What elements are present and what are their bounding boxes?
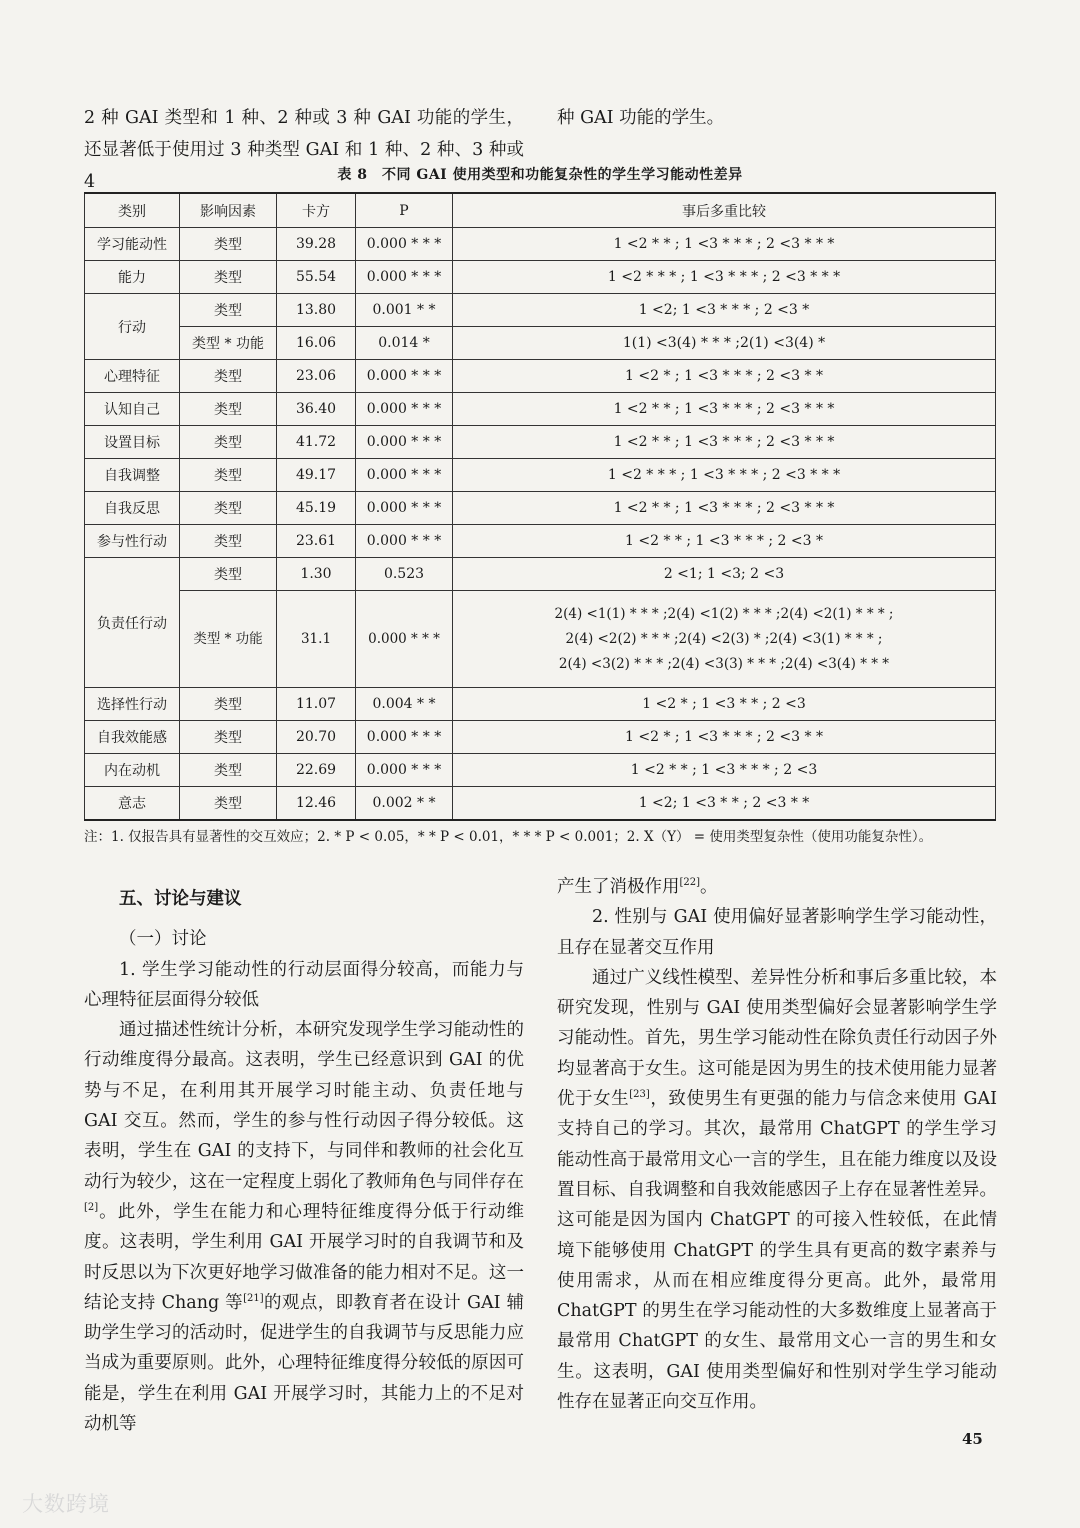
cell-factor: 类型: [180, 228, 277, 261]
cell-posthoc: 1 <2 * * * ; 1 <3 * * * ; 2 <3 * * *: [453, 261, 996, 294]
header-posthoc: 事后多重比较: [453, 193, 996, 228]
posthoc-line: 2(4) <1(1) * * * ;2(4) <1(2) * * * ;2(4) <2(1) * * * ;: [554, 605, 894, 622]
cell-factor: 类型: [180, 360, 277, 393]
cell-category: 参与性行动: [85, 525, 180, 558]
table-row: [85, 294, 996, 327]
cell-posthoc: 1 <2 * ; 1 <3 * * ; 2 <3: [453, 688, 996, 721]
cell-factor: 类型: [180, 688, 277, 721]
cell-p: 0.000 * * *: [356, 228, 453, 261]
cell-factor: 类型: [180, 426, 277, 459]
header-category: 类别: [85, 193, 180, 228]
cell-posthoc: 1 <2 * * ; 1 <3 * * * ; 2 <3 *: [453, 525, 996, 558]
cell-factor: 类型: [180, 294, 277, 327]
cell-chi: 16.06: [277, 327, 356, 360]
table-row: [85, 459, 996, 492]
table-row: [85, 360, 996, 393]
cell-chi: 13.80: [277, 294, 356, 327]
intro-text-right: 种 GAI 功能的学生。: [557, 108, 725, 128]
cell-factor: 类型: [180, 721, 277, 754]
table-row: [85, 393, 996, 426]
cell-factor: 类型: [180, 525, 277, 558]
para1-part-b: 。此外，学生在能力和心理特征维度得分低于行动维度。这表明，学生利用 GAI 开展学习时的自我调节和及时反思以为下次更好地学习做准备的能力相对不足。这一结论支持 Chang 等: [84, 1201, 524, 1313]
cell-posthoc: 1 <2 * * ; 1 <3 * * * ; 2 <3 * * *: [453, 426, 996, 459]
cell-category: 心理特征: [85, 360, 180, 393]
cell-p: 0.002 * *: [356, 787, 453, 821]
cell-posthoc: 1(1) <3(4) * * * ;2(1) <3(4) *: [453, 327, 996, 360]
section-heading: 五、讨论与建议: [119, 889, 242, 909]
cell-factor: 类型: [180, 459, 277, 492]
cell-chi: 23.61: [277, 525, 356, 558]
header-p: P: [356, 193, 453, 228]
cell-p: 0.000 * * *: [356, 459, 453, 492]
table-row: [85, 426, 996, 459]
header-factor: 影响因素: [180, 193, 277, 228]
intro-text-left: 2 种 GAI 类型和 1 种、2 种或 3 种 GAI 功能的学生，还显著低于使用过 3 种类型 GAI 和 1 种、2 种、3 种或 4: [84, 108, 524, 192]
cell-posthoc: 1 <2 * * ; 1 <3 * * * ; 2 <3: [453, 754, 996, 787]
cell-p: 0.001 * *: [356, 294, 453, 327]
cell-category: 自我效能感: [85, 721, 180, 754]
table-note: 注：1. 仅报告具有显著性的交互效应；2. * P < 0.05，* * P < 0.01，* * * P < 0.001；2. X（Y） = 使用类型复杂性（使用功能复杂性）。: [84, 829, 933, 845]
cell-p: 0.004 * *: [356, 688, 453, 721]
cell-category: 自我调整: [85, 459, 180, 492]
para2-part-b: ，致使男生有更强的能力与信念来使用 GAI 支持自己的学习。其次，最常用 ChatGPT 的学生学习能动性高于最常用文心一言的学生，且在能力维度以及设置目标、自我调整和自我效能感因子上存在显著性差异。这可能是因为国内 ChatGPT 的可接入性较低，在此情境下能够使用 ChatGPT 的学生具有更高的数字素养与使用需求，从而在相应维度得分更高。此外，最常用 ChatGPT 的男生在学习能动性的大多数维度上显著高于最常用 ChatGPT 的女生、最常用文心一言的男生和女生。这表明，GAI 使用类型偏好和性别对学生学习能动性存在显著正向交互作用。: [557, 1089, 998, 1413]
table-row: [85, 492, 996, 525]
cell-p: 0.000 * * *: [356, 591, 453, 688]
cell-category: 能力: [85, 261, 180, 294]
cell-factor: 类型: [180, 558, 277, 591]
posthoc-line: 2(4) <2(2) * * * ;2(4) <2(3) * ;2(4) <3(1) * * * ;: [565, 630, 883, 647]
cell-category: 内在动机: [85, 754, 180, 787]
right-column: [557, 872, 997, 1417]
cell-chi: 23.06: [277, 360, 356, 393]
cell-chi: 11.07: [277, 688, 356, 721]
header-chi-square: 卡方: [277, 193, 356, 228]
cell-posthoc: 1 <2; 1 <3 * * ; 2 <3 * *: [453, 787, 996, 821]
table-header-row: [85, 193, 996, 228]
cell-factor: 类型 * 功能: [180, 591, 277, 688]
cell-p: 0.000 * * *: [356, 426, 453, 459]
citation-23: [23]: [629, 1089, 650, 1101]
cell-p: 0.000 * * *: [356, 721, 453, 754]
cell-category: 学习能动性: [85, 228, 180, 261]
cell-chi: 12.46: [277, 787, 356, 821]
cell-factor: 类型: [180, 492, 277, 525]
cell-chi: 36.40: [277, 393, 356, 426]
cell-category: 认知自己: [85, 393, 180, 426]
cell-posthoc: 1 <2 * * ; 1 <3 * * * ; 2 <3 * * *: [453, 393, 996, 426]
cell-posthoc: 1 <2; 1 <3 * * * ; 2 <3 *: [453, 294, 996, 327]
cell-factor: 类型: [180, 261, 277, 294]
cell-chi: 1.30: [277, 558, 356, 591]
citation-2: [2]: [84, 1202, 99, 1214]
cell-factor: 类型: [180, 393, 277, 426]
table-row: [85, 721, 996, 754]
para2-part-a: 通过广义线性模型、差异性分析和事后多重比较，本研究发现，性别与 GAI 使用类型偏好会显著影响学生学习能动性。首先，男生学习能动性在除负责任行动因子外均显著高于女生。这可能是因为男生的技术使用能力显著优于女生: [557, 967, 997, 1110]
cell-category: 设置目标: [85, 426, 180, 459]
page-number: 45: [962, 1430, 983, 1448]
cell-p: 0.000 * * *: [356, 261, 453, 294]
cell-posthoc: 1 <2 * * * ; 1 <3 * * * ; 2 <3 * * *: [453, 459, 996, 492]
cell-posthoc: [453, 591, 996, 688]
point1-title: 1. 学生学习能动性的行动层面得分较高，而能力与心理特征层面得分较低: [84, 959, 524, 1010]
cell-p: 0.000 * * *: [356, 393, 453, 426]
left-column: [84, 884, 524, 1439]
cell-chi: 41.72: [277, 426, 356, 459]
table-row: [85, 591, 996, 688]
cell-posthoc: 1 <2 * ; 1 <3 * * * ; 2 <3 * *: [453, 721, 996, 754]
subsection-heading: （一）讨论: [119, 929, 207, 950]
cell-p: 0.014 *: [356, 327, 453, 360]
cell-category: 自我反思: [85, 492, 180, 525]
table-caption: 表 8 不同 GAI 使用类型和功能复杂性的学生学习能动性差异: [337, 167, 743, 183]
discussion-paragraph-1: [84, 1015, 524, 1439]
cont-part-b: 。: [700, 877, 718, 897]
watermark: 大数跨境: [22, 1492, 110, 1516]
citation-21: [21]: [243, 1293, 264, 1305]
cell-category: 选择性行动: [85, 688, 180, 721]
cell-chi: 31.1: [277, 591, 356, 688]
table-row: [85, 327, 996, 360]
cell-chi: 45.19: [277, 492, 356, 525]
cell-chi: 20.70: [277, 721, 356, 754]
cont-part-a: 产生了消极作用: [557, 877, 680, 897]
continued-text: [557, 872, 997, 902]
para1-part-a: 通过描述性统计分析，本研究发现学生学习能动性的行动维度得分最高。这表明，学生已经意识到 GAI 的优势与不足，在利用其开展学习时能主动、负责任地与 GAI 交互。然而，学生的参与性行动因子得分较低。这表明，学生在 GAI 的支持下，与同伴和教师的社会化互动行为较少，这在一定程度上弱化了教师角色与同伴存在: [84, 1020, 524, 1192]
table-row: [85, 754, 996, 787]
cell-factor: 类型: [180, 754, 277, 787]
cell-posthoc: 2 <1; 1 <3; 2 <3: [453, 558, 996, 591]
point2-title: 2. 性别与 GAI 使用偏好显著影响学生学习能动性，且存在显著交互作用: [557, 907, 997, 958]
cell-p: 0.000 * * *: [356, 525, 453, 558]
cell-p: 0.000 * * *: [356, 360, 453, 393]
results-table: [84, 192, 996, 821]
cell-p: 0.523: [356, 558, 453, 591]
cell-category: 行动: [85, 294, 180, 360]
table-row: [85, 261, 996, 294]
cell-posthoc: 1 <2 * ; 1 <3 * * * ; 2 <3 * *: [453, 360, 996, 393]
cell-chi: 22.69: [277, 754, 356, 787]
cell-factor: 类型 * 功能: [180, 327, 277, 360]
cell-factor: 类型: [180, 787, 277, 821]
table-row: [85, 228, 996, 261]
table-row: [85, 525, 996, 558]
table-row: [85, 688, 996, 721]
cell-p: 0.000 * * *: [356, 492, 453, 525]
para1-part-c: 的观点，即教育者在设计 GAI 辅助学生学习的活动时，促进学生的自我调节与反思能力应当成为重要原则。此外，心理特征维度得分较低的原因可能是，学生在利用 GAI 开展学习时，其能力上的不足对动机等: [84, 1292, 524, 1435]
cell-posthoc: 1 <2 * * ; 1 <3 * * * ; 2 <3 * * *: [453, 228, 996, 261]
cell-chi: 49.17: [277, 459, 356, 492]
cell-category: 负责任行动: [85, 558, 180, 688]
discussion-paragraph-2: [557, 963, 997, 1417]
cell-chi: 55.54: [277, 261, 356, 294]
cell-category: 意志: [85, 787, 180, 821]
table-row: [85, 558, 996, 591]
posthoc-line: 2(4) <3(2) * * * ;2(4) <3(3) * * * ;2(4) <3(4) * * *: [558, 655, 890, 672]
cell-chi: 39.28: [277, 228, 356, 261]
cell-p: 0.000 * * *: [356, 754, 453, 787]
cell-posthoc: 1 <2 * * ; 1 <3 * * * ; 2 <3 * * *: [453, 492, 996, 525]
citation-22: [22]: [679, 877, 701, 889]
table-row: [85, 787, 996, 821]
